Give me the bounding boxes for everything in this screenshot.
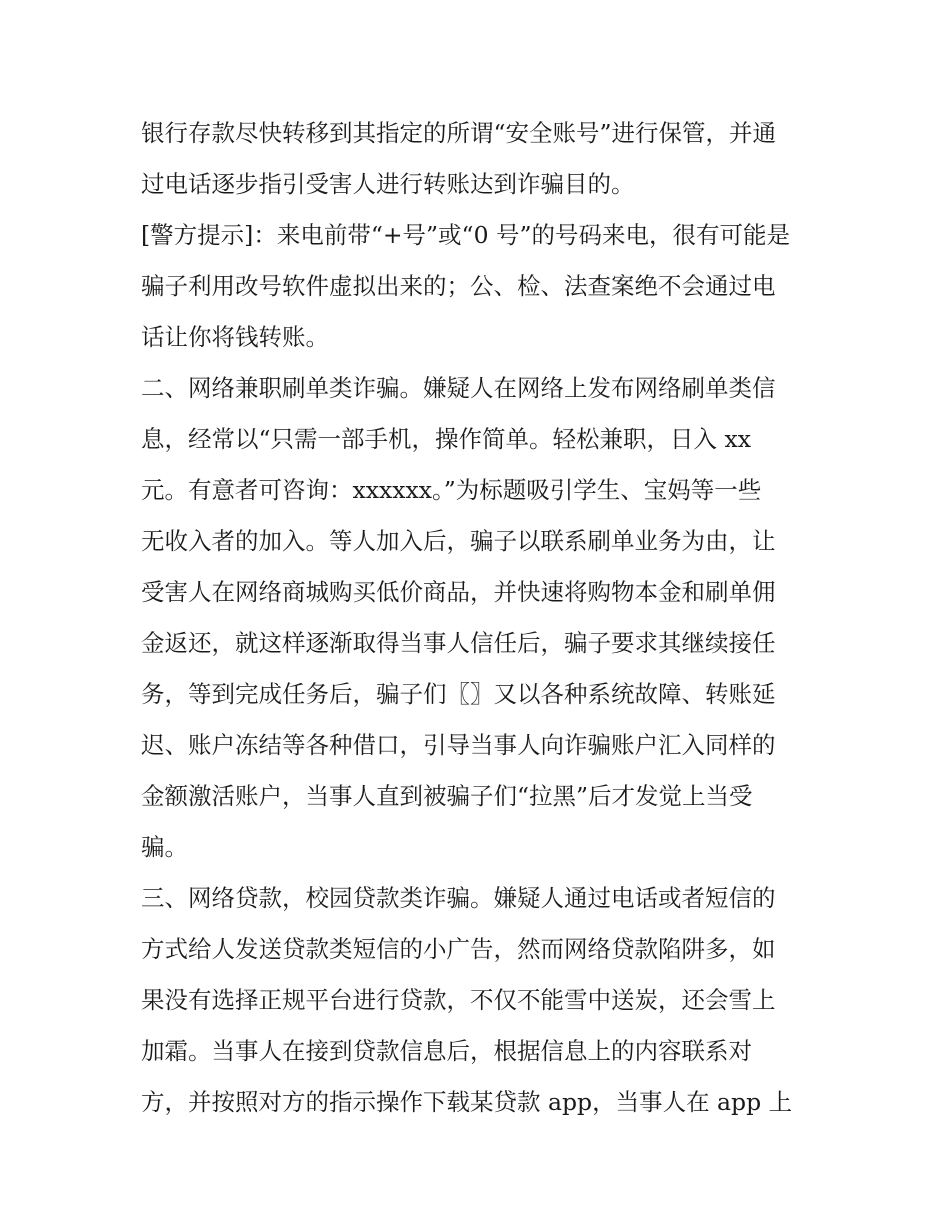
text-line: 话让你将钱转账。 bbox=[141, 323, 329, 351]
document-body bbox=[141, 108, 821, 1128]
text-line: 无收入者的加入。等人加入后，骗子以联系刷单业务为由，让 bbox=[141, 527, 776, 555]
text-line: 金额激活账户，当事人直到被骗子们“拉黑”后才发觉上当受 bbox=[141, 782, 753, 810]
text-line: 方式给人发送贷款类短信的小广告，然而网络贷款陷阱多，如 bbox=[141, 935, 776, 963]
text-line: 骗子利用改号软件虚拟出来的；公、检、法查案绝不会通过电 bbox=[141, 272, 776, 300]
text-line: 金返还，就这样逐渐取得当事人信任后，骗子要求其继续接任 bbox=[141, 629, 776, 657]
text-line: 息，经常以“只需一部手机，操作简单。轻松兼职，日入 xx bbox=[141, 425, 751, 453]
text-line: 果没有选择正规平台进行贷款，不仅不能雪中送炭，还会雪上 bbox=[141, 986, 776, 1014]
text-line: 加霜。当事人在接到贷款信息后，根据信息上的内容联系对 bbox=[141, 1037, 752, 1065]
text-line: [警方提示]：来电前带“+号”或“0 号”的号码来电，很有可能是 bbox=[141, 221, 791, 249]
text-line: 二、网络兼职刷单类诈骗。嫌疑人在网络上发布网络刷单类信 bbox=[141, 374, 776, 402]
text-line: 三、网络贷款，校园贷款类诈骗。嫌疑人通过电话或者短信的 bbox=[141, 884, 776, 912]
text-line: 迟、账户冻结等各种借口，引导当事人向诈骗账户汇入同样的 bbox=[141, 731, 776, 759]
text-line: 受害人在网络商城购买低价商品，并快速将购物本金和刷单佣 bbox=[141, 578, 776, 606]
text-line: 银行存款尽快转移到其指定的所谓“安全账号”进行保管，并通 bbox=[141, 119, 777, 147]
text-line: 元。有意者可咨询：xxxxxx。”为标题吸引学生、宝妈等一些 bbox=[141, 476, 762, 504]
text-line: 过电话逐步指引受害人进行转账达到诈骗目的。 bbox=[141, 170, 635, 198]
text-line: 务，等到完成任务后，骗子们〖〗又以各种系统故障、转账延 bbox=[141, 680, 776, 708]
text-line: 骗。 bbox=[141, 833, 188, 861]
text-line: 方，并按照对方的指示操作下载某贷款 app，当事人在 app 上 bbox=[141, 1088, 793, 1116]
